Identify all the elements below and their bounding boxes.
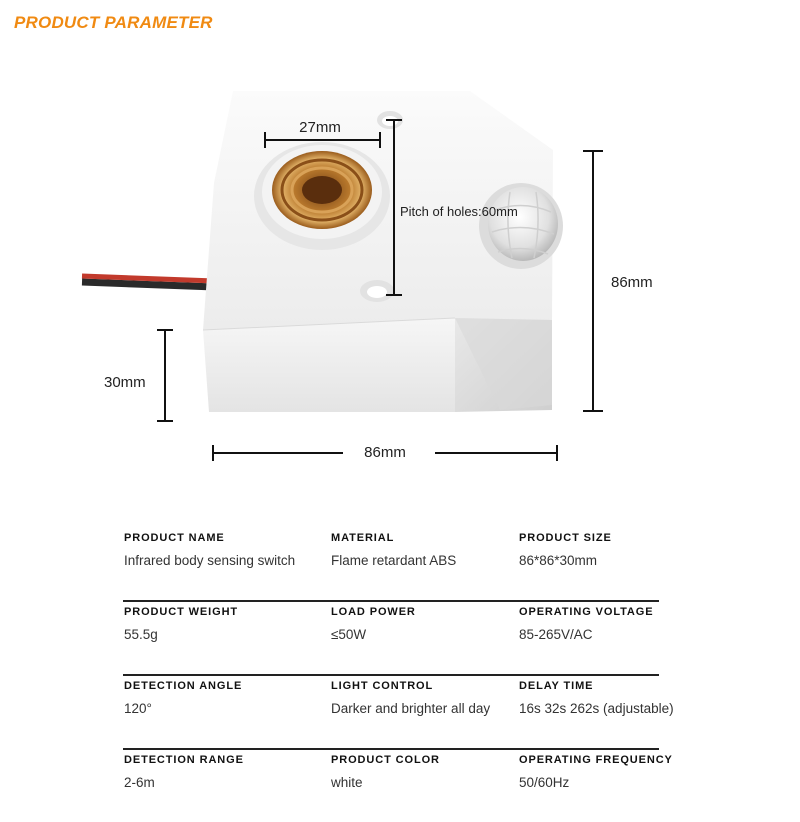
parameter-cell: [331, 680, 490, 716]
parameter-cell: [519, 532, 612, 568]
width-label: 86mm: [364, 444, 406, 461]
parameter-cell: [124, 680, 242, 716]
parameter-row: [123, 676, 674, 750]
parameter-table: [123, 528, 674, 822]
parameter-cell: [519, 606, 653, 642]
parameter-value: ≤50W: [331, 627, 367, 642]
thickness-label: 30mm: [104, 374, 146, 391]
parameter-label: PRODUCT COLOR: [331, 754, 440, 766]
parameter-cell: [519, 680, 674, 716]
parameter-label: DELAY TIME: [519, 680, 594, 692]
parameter-value: Darker and brighter all day: [331, 701, 491, 716]
height-dimension: [583, 151, 653, 411]
parameter-value: Flame retardant ABS: [331, 553, 457, 568]
parameter-row: [123, 528, 659, 602]
width-dimension: [213, 444, 557, 461]
power-cable: [82, 276, 215, 287]
parameter-value: 85-265V/AC: [519, 627, 593, 642]
parameter-row: [123, 602, 659, 676]
hole-pitch-label: Pitch of holes:60mm: [400, 204, 518, 219]
parameter-value: 2-6m: [124, 775, 155, 790]
parameter-value: 86*86*30mm: [519, 553, 598, 568]
parameter-cell: [124, 606, 238, 642]
parameter-label: DETECTION ANGLE: [124, 680, 243, 692]
parameter-label: PRODUCT WEIGHT: [124, 606, 239, 618]
parameter-cell: [331, 606, 416, 642]
parameter-value: 50/60Hz: [519, 775, 570, 790]
parameter-value: white: [331, 775, 363, 790]
parameter-label: MATERIAL: [331, 532, 395, 544]
lamp-socket: [254, 142, 390, 250]
height-label: 86mm: [611, 274, 653, 291]
parameter-label: PRODUCT SIZE: [519, 532, 612, 544]
parameter-label: DETECTION RANGE: [124, 754, 244, 766]
parameter-value: Infrared body sensing switch: [124, 553, 296, 568]
pir-sensor-lens: [479, 183, 563, 269]
parameter-cell: [124, 754, 244, 790]
parameter-value: 120°: [124, 701, 152, 716]
parameter-value: 16s 32s 262s (adjustable): [519, 701, 674, 716]
page-heading: PRODUCT PARAMETER: [14, 13, 213, 32]
parameter-cell: [124, 532, 295, 568]
parameter-cell: [331, 532, 456, 568]
parameter-label: OPERATING VOLTAGE: [519, 606, 654, 618]
parameter-label: PRODUCT NAME: [124, 532, 225, 544]
mounting-hole-bottom: [360, 280, 394, 302]
parameter-label: LOAD POWER: [331, 606, 416, 618]
thickness-dimension: [104, 330, 173, 421]
parameter-value: 55.5g: [124, 627, 158, 642]
parameter-label: OPERATING FREQUENCY: [519, 754, 673, 766]
parameter-label: LIGHT CONTROL: [331, 680, 434, 692]
parameter-row: [123, 750, 673, 822]
socket-diameter-label: 27mm: [299, 119, 341, 136]
parameter-cell: [331, 754, 440, 790]
parameter-cell: [519, 754, 673, 790]
